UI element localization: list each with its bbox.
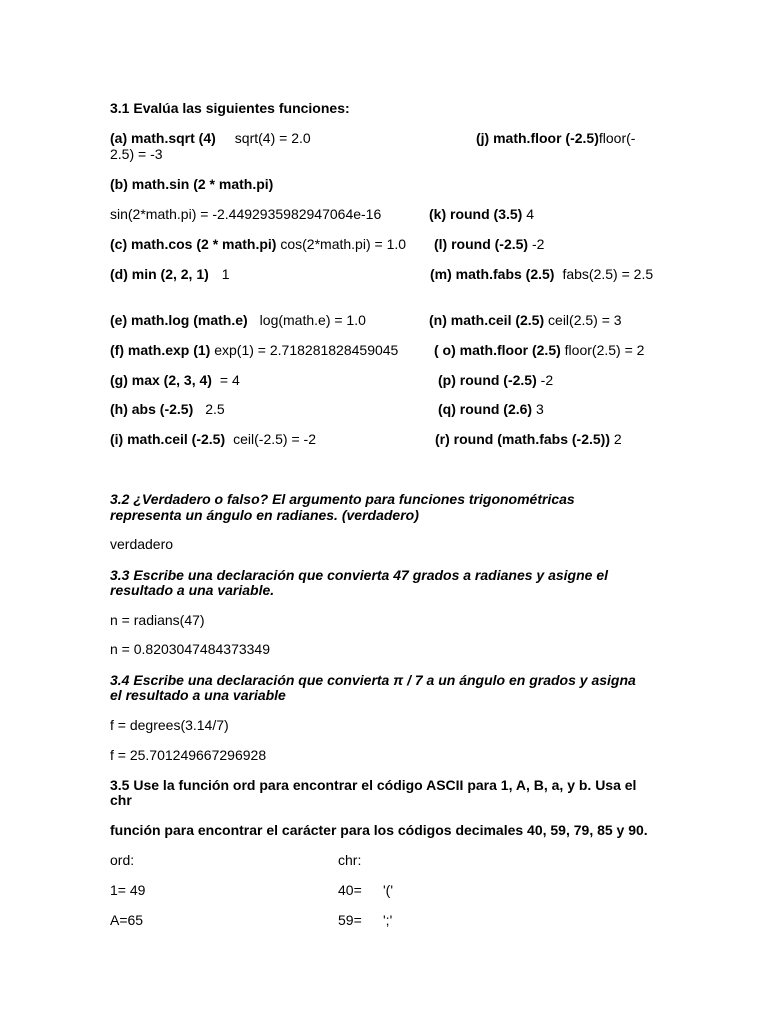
item-j-result-1: floor(- [598, 130, 636, 146]
item-l [434, 236, 544, 252]
section-3-2-question-2: representa un ángulo en radianes. (verdadero) [110, 507, 419, 523]
section-3-3-line-1: n = radians(47) [110, 612, 205, 628]
chr-row-1-char: '(' [383, 882, 394, 898]
chr-row-1-code: 40= [338, 882, 362, 898]
ord-header: ord: [110, 852, 135, 868]
chr-row-2-code: 59= [338, 912, 362, 928]
item-f-result: exp(1) = 2.718281828459045 [210, 342, 399, 358]
item-r [435, 431, 622, 447]
item-j [476, 130, 635, 146]
item-j-result-2: 2.5) = -3 [110, 146, 163, 162]
section-3-4-line-2: f = 25.701249667296928 [110, 747, 267, 763]
section-3-3-line-2: n = 0.8203047484373349 [110, 641, 270, 657]
item-d-result: 1 [221, 266, 230, 282]
item-g-label: (g) max (2, 3, 4) [110, 372, 212, 388]
item-q-result: 3 [532, 401, 544, 417]
ord-row-1: 1= 49 [110, 882, 146, 898]
item-p-label: (p) round (-2.5) [438, 372, 537, 388]
chr-row-2-char: ';' [383, 912, 393, 928]
item-b-result: sin(2*math.pi) = -2.4492935982947064e-16 [110, 206, 382, 222]
chr-header: chr: [338, 852, 362, 868]
item-j-label: (j) math.floor (-2.5) [476, 130, 599, 146]
item-o [434, 342, 644, 358]
item-i-result: ceil(-2.5) = -2 [233, 431, 316, 447]
item-g-result: = 4 [219, 372, 240, 388]
item-q-label: (q) round (2.6) [438, 401, 533, 417]
item-a-result: sqrt(4) = 2.0 [234, 130, 311, 146]
item-k-result: 4 [522, 206, 535, 222]
item-p [438, 372, 553, 388]
item-g [110, 372, 240, 388]
section-3-5-question-1: 3.5 Use la función ord para encontrar el código ASCII para 1, A, B, a, y b. Usa el [110, 777, 637, 793]
item-n-result: ceil(2.5) = 3 [544, 312, 622, 328]
item-e-result: log(math.e) = 1.0 [259, 312, 366, 328]
item-r-label: (r) round (math.fabs (-2.5)) [435, 431, 610, 447]
section-3-4-question-2: el resultado a una variable [110, 687, 286, 703]
item-f-label: (f) math.exp (1) [110, 342, 211, 358]
item-o-result: floor(2.5) = 2 [560, 342, 645, 358]
item-f [110, 342, 398, 358]
item-c-label: (c) math.cos (2 * math.pi) [110, 236, 277, 252]
item-c-result: cos(2*math.pi) = 1.0 [276, 236, 407, 252]
section-3-4-question-1: 3.4 Escribe una declaración que convierta π / 7 a un ángulo en grados y asigna [110, 672, 636, 688]
item-a-label: (a) math.sqrt (4) [110, 130, 216, 146]
item-h [110, 401, 225, 417]
item-h-label: (h) abs (-2.5) [110, 401, 194, 417]
item-o-label: ( o) math.floor (2.5) [434, 342, 561, 358]
section-3-2-answer: verdadero [110, 536, 174, 552]
item-m [430, 266, 653, 282]
item-h-result: 2.5 [205, 401, 225, 417]
section-3-3-question-2: resultado a una variable. [110, 582, 275, 598]
item-i-label: (i) math.ceil (-2.5) [110, 431, 226, 447]
item-n-label: (n) math.ceil (2.5) [429, 312, 545, 328]
section-3-2-question-1: 3.2 ¿Verdadero o falso? El argumento para funciones trigonométricas [110, 491, 575, 507]
item-l-result: -2 [528, 236, 545, 252]
section-3-1-heading: 3.1 Evalúa las siguientes funciones: [110, 100, 350, 116]
item-r-result: 2 [610, 431, 622, 447]
ord-row-2: A=65 [110, 912, 144, 928]
section-3-4-line-1: f = degrees(3.14/7) [110, 717, 229, 733]
item-i [110, 431, 316, 447]
item-m-result: fabs(2.5) = 2.5 [562, 266, 654, 282]
item-a [110, 130, 311, 146]
item-k [429, 206, 534, 222]
item-k-label: (k) round (3.5) [429, 206, 523, 222]
item-m-label: (m) math.fabs (2.5) [430, 266, 555, 282]
section-3-3-question-1: 3.3 Escribe una declaración que convierta 47 grados a radianes y asigne el [110, 567, 608, 583]
item-e [110, 312, 366, 328]
section-3-5-question-3: función para encontrar el carácter para los códigos decimales 40, 59, 79, 85 y 90. [110, 822, 648, 838]
item-d [110, 266, 230, 282]
item-n [429, 312, 622, 328]
item-d-label: (d) min (2, 2, 1) [110, 266, 209, 282]
item-b-label: (b) math.sin (2 * math.pi) [110, 176, 274, 192]
item-c [110, 236, 406, 252]
item-p-result: -2 [536, 372, 554, 388]
item-l-label: (l) round (-2.5) [434, 236, 529, 252]
section-3-5-question-2: chr [110, 792, 132, 808]
item-e-label: (e) math.log (math.e) [110, 312, 248, 328]
item-q [438, 401, 544, 417]
